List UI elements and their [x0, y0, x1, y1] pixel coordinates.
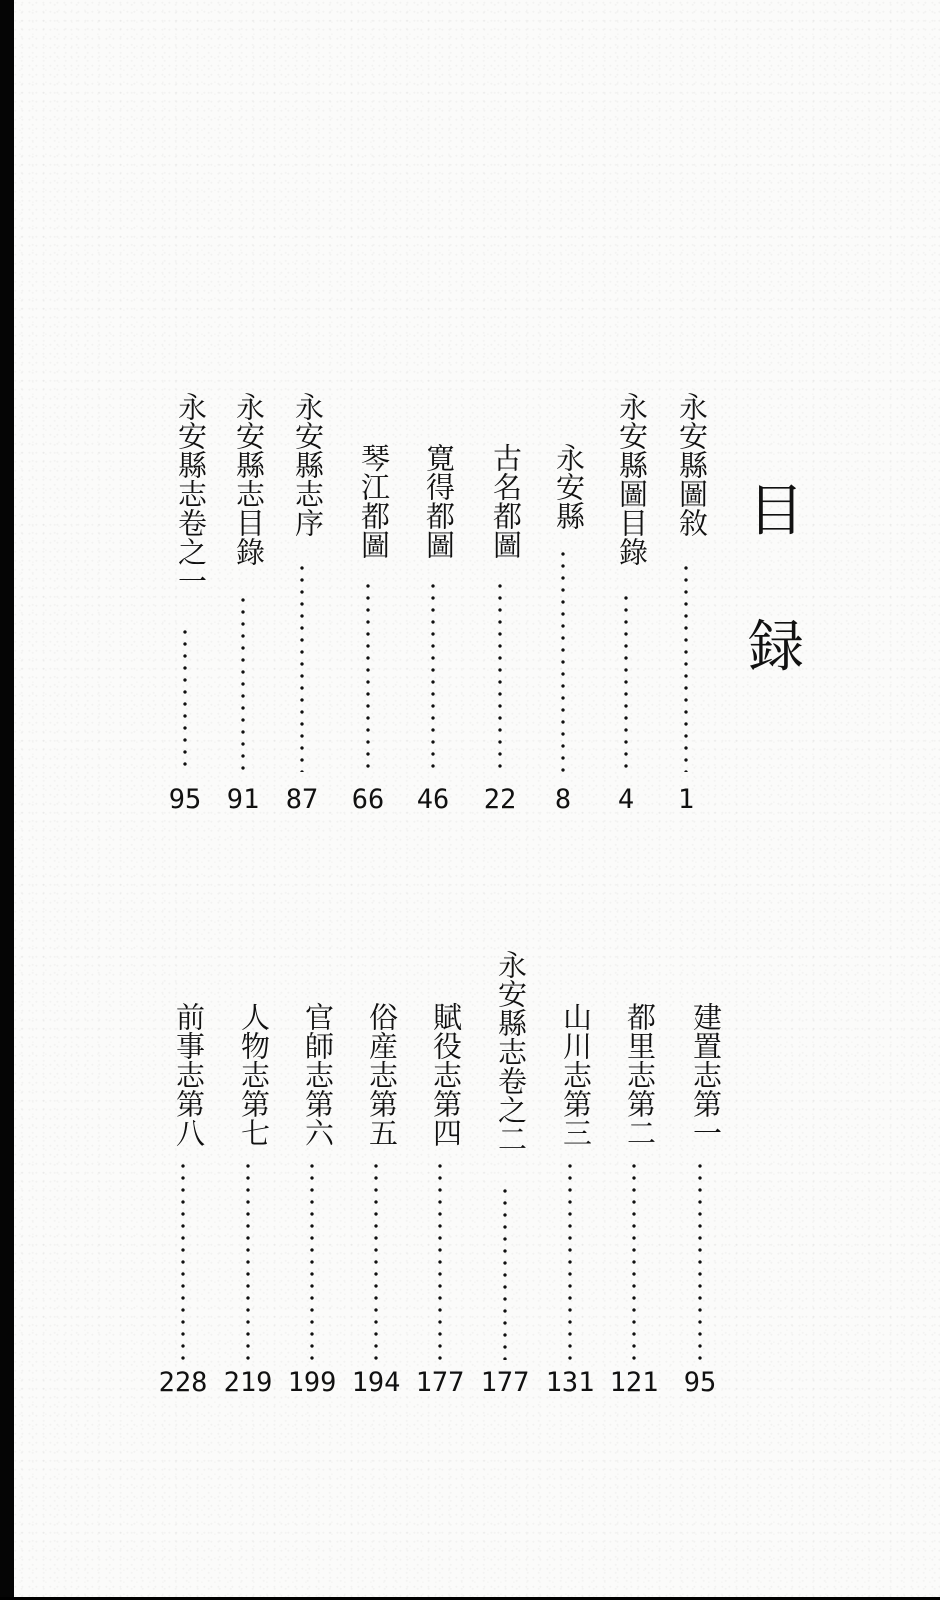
toc-entry-title: 永安縣	[552, 443, 586, 530]
toc-entry-title: 永安縣圖目錄	[615, 392, 649, 566]
toc-entry-title: 琴江都圖	[357, 443, 391, 559]
toc-entry-page: 66	[351, 784, 385, 815]
leader-dots	[438, 1160, 442, 1360]
leader-dots	[374, 1160, 378, 1360]
toc-entry-page: 4	[617, 784, 635, 815]
toc-entry[interactable]	[351, 0, 401, 1600]
toc-entry-page: 194	[351, 1367, 401, 1398]
toc-entry-title: 賦役志第四	[429, 1002, 463, 1147]
toc-entry[interactable]	[415, 0, 465, 1600]
toc-entry-page: 131	[545, 1367, 595, 1398]
toc-entry-page: 95	[168, 784, 202, 815]
leader-dots	[632, 1160, 636, 1360]
toc-entry-title: 永安縣志序	[291, 392, 325, 537]
toc-entry-title: 永安縣志卷之一	[174, 392, 208, 595]
toc-entry-title: 永安縣圖敘	[675, 392, 709, 537]
leader-dots	[698, 1160, 702, 1360]
toc-entry-title: 永安縣志目錄	[232, 392, 266, 566]
toc-entry-page: 91	[226, 784, 260, 815]
toc-entry-title: 建置志第一	[689, 1002, 723, 1147]
toc-entry-page: 87	[285, 784, 319, 815]
toc-title-char-2: 録	[748, 615, 804, 680]
toc-entry-title: 人物志第七	[237, 1002, 271, 1147]
toc-entry[interactable]	[678, 0, 722, 1600]
toc-entry-page: 22	[483, 784, 517, 815]
toc-entry-title: 寛得都圖	[422, 443, 456, 559]
toc-entry[interactable]	[609, 0, 659, 1600]
leader-dots	[310, 1160, 314, 1360]
toc-entry-title: 古名都圖	[489, 443, 523, 559]
scan-left-edge	[0, 0, 14, 1600]
toc-entry-page: 46	[416, 784, 450, 815]
toc-entry[interactable]	[287, 0, 337, 1600]
document-page	[14, 0, 940, 1600]
toc-entry-title: 永安縣志卷之二	[494, 950, 528, 1153]
toc-entry-title: 俗産志第五	[365, 1002, 399, 1147]
leader-dots	[503, 1185, 507, 1360]
toc-entry-page: 95	[683, 1367, 717, 1398]
toc-entry-page: 177	[415, 1367, 465, 1398]
toc-entry-page: 121	[609, 1367, 659, 1398]
toc-entry[interactable]	[545, 0, 595, 1600]
toc-entry-title: 前事志第八	[172, 1002, 206, 1147]
leader-dots	[568, 1160, 572, 1360]
toc-entry-page: 228	[158, 1367, 208, 1398]
leader-dots	[181, 1160, 185, 1360]
toc-entry[interactable]	[480, 0, 530, 1600]
toc-entry-page: 177	[480, 1367, 530, 1398]
toc-entry[interactable]	[223, 0, 273, 1600]
toc-entry-page: 8	[554, 784, 572, 815]
toc-entry-title: 山川志第三	[559, 1002, 593, 1147]
toc-entry-page: 1	[677, 784, 695, 815]
toc-entry-page: 199	[287, 1367, 337, 1398]
toc-entry-page: 219	[223, 1367, 273, 1398]
toc-entry-title: 都里志第二	[623, 1002, 657, 1147]
toc-entry[interactable]	[158, 0, 208, 1600]
toc-entry-title: 官師志第六	[301, 1002, 335, 1147]
toc-title-char-1: 目	[748, 479, 804, 544]
leader-dots	[246, 1160, 250, 1360]
